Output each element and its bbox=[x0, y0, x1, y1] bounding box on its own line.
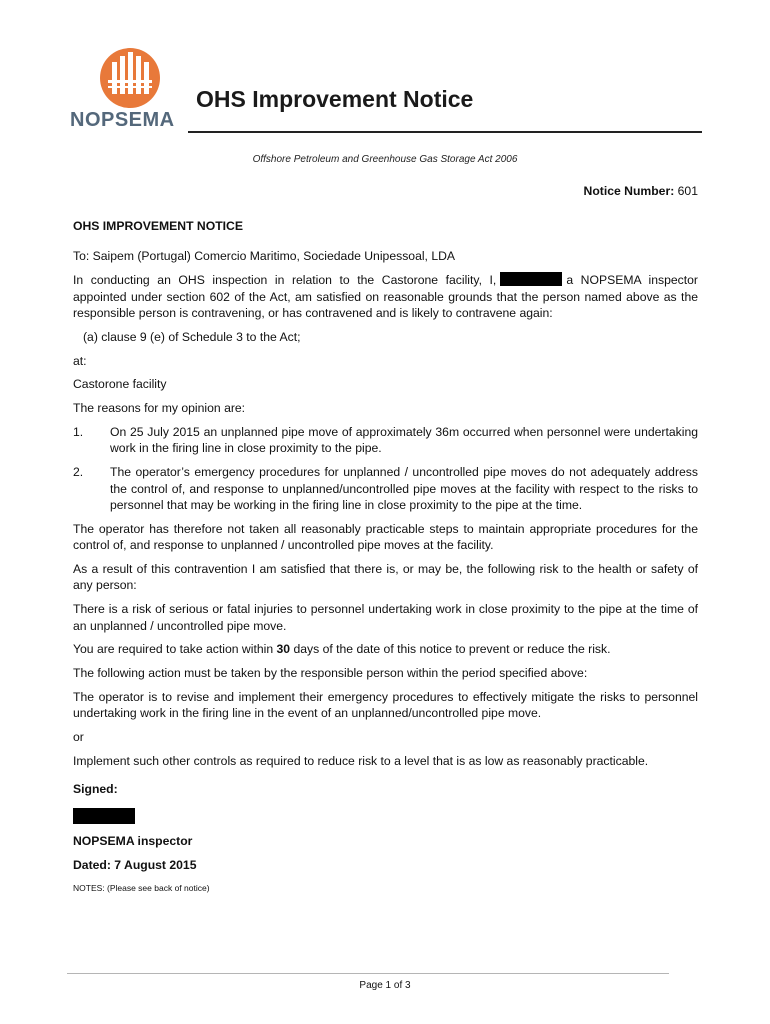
logo-wordmark: NOPSEMA bbox=[70, 109, 175, 131]
reason-number: 1. bbox=[73, 425, 84, 439]
signed-label: Signed: bbox=[73, 782, 118, 797]
notice-number-value: 601 bbox=[677, 184, 698, 198]
or-text: or bbox=[73, 730, 84, 745]
required-days: 30 bbox=[276, 642, 291, 657]
following-paragraph: The following action must be taken by the responsible person within the period specified above: bbox=[73, 666, 588, 681]
at-label: at: bbox=[73, 353, 87, 368]
page-number: Page 1 of 3 bbox=[359, 980, 411, 991]
reason-text: On 25 July 2015 an unplanned pipe move of approximately 36m occurred when personnel were undertaking work in the firing line in close proximity to the pipe. bbox=[110, 425, 698, 456]
facility-name: Castorone facility bbox=[73, 377, 167, 392]
risk-paragraph: There is a risk of serious or fatal injuries to personnel undertaking work in close proximity to the pipe at the time of an unplanned / uncontrolled pipe move. bbox=[73, 602, 698, 633]
notice-body bbox=[73, 218, 698, 904]
intro-paragraph bbox=[73, 272, 698, 321]
title-rule bbox=[188, 131, 702, 133]
notice-number-label: Notice Number: bbox=[583, 184, 675, 198]
result-paragraph: As a result of this contravention I am satisfied that there is, or may be, the following risk to the health or safety of any person: bbox=[73, 562, 698, 593]
notes-line: NOTES: (Please see back of notice) bbox=[73, 883, 210, 894]
page-title: OHS Improvement Notice bbox=[196, 86, 474, 112]
implement-paragraph: Implement such other controls as required to reduce risk to a level that is as low as reasonably practicable. bbox=[73, 754, 649, 769]
required-paragraph bbox=[73, 641, 698, 657]
intro-text-a: In conducting an OHS inspection in relation to the Castorone facility, I, bbox=[73, 273, 497, 288]
notice-heading: OHS IMPROVEMENT NOTICE bbox=[73, 219, 243, 233]
dated-line: Dated: 7 August 2015 bbox=[73, 857, 197, 872]
reason-number: 2. bbox=[73, 465, 84, 480]
required-text-a: You are required to take action within bbox=[73, 642, 274, 657]
reason-item bbox=[73, 424, 698, 457]
clause-item: (a) clause 9 (e) of Schedule 3 to the Act; bbox=[83, 329, 301, 344]
intro-text-b: a NOPSEMA inspector appointed under section 602 of the Act, am satisfied on reasonable grounds that the person named above as the responsible person is contravening, or has contravened and is likely to contravene again: bbox=[73, 273, 698, 321]
inspector-title: NOPSEMA inspector bbox=[73, 833, 193, 848]
footer-rule bbox=[67, 973, 669, 974]
redacted-signature bbox=[73, 808, 135, 824]
operator-paragraph: The operator has therefore not taken all reasonably practicable steps to maintain appropriate procedures for the control of, and response to unplanned / uncontrolled pipe moves at the facility. bbox=[73, 521, 698, 553]
revise-paragraph: The operator is to revise and implement their emergency procedures to effectively mitigate the risks to personnel undertaking work in the firing line in the event of an unplanned/uncontrolled pipe move. bbox=[73, 690, 698, 721]
redacted-name bbox=[500, 272, 562, 286]
notice-number bbox=[584, 184, 698, 198]
reason-text: The operator’s emergency procedures for unplanned / uncontrolled pipe moves do not adequately address the control of, and response to unplanned/uncontrolled pipe moves at the facility with respect to the risks to personnel that may be working in the firing line in close proximity to the pipe at the time. bbox=[110, 465, 698, 513]
reason-item bbox=[73, 464, 698, 513]
act-name: Offshore Petroleum and Greenhouse Gas Storage Act 2006 bbox=[252, 154, 518, 165]
reasons-intro: The reasons for my opinion are: bbox=[73, 401, 246, 416]
required-text-b: days of the date of this notice to prevent or reduce the risk. bbox=[293, 642, 611, 657]
recipient: To: Saipem (Portugal) Comercio Maritimo, Sociedade Unipessoal, LDA bbox=[73, 249, 456, 264]
